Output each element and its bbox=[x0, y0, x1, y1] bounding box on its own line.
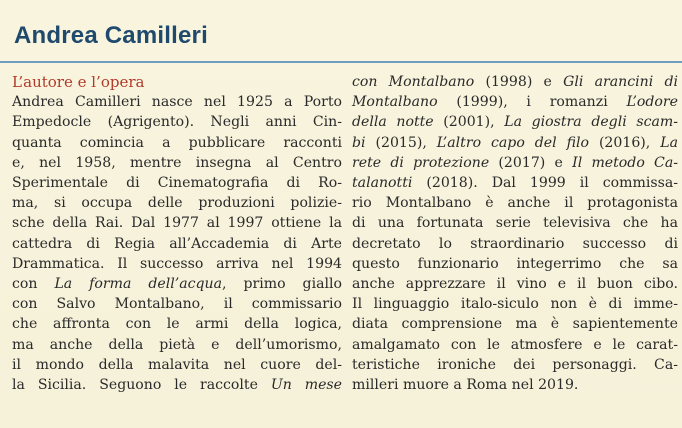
text-line: amalgamato con le atmosfere e le carat- bbox=[352, 336, 678, 353]
text-line: Empedocle (Agrigento). Negli anni Cin- bbox=[12, 114, 342, 131]
text-span: talanotti bbox=[352, 175, 413, 192]
text-span: (2016), bbox=[588, 134, 661, 151]
text-line bbox=[352, 72, 678, 92]
page-title: Andrea Camilleri bbox=[14, 22, 208, 49]
text-line: Drammatica. Il successo arriva nel 1994 bbox=[12, 255, 342, 272]
text-span: L’odore bbox=[626, 94, 678, 111]
text-line: Sperimentale di Cinematografia di Ro- bbox=[12, 175, 342, 192]
text-span: La giostra degli scam- bbox=[504, 114, 678, 131]
text-line: anche apprezzare il vino e il buon cibo. bbox=[352, 276, 678, 293]
text-line: quanta comincia a pubblicare racconti bbox=[12, 134, 342, 151]
text-line: diata comprensione ma è sapientemente bbox=[352, 316, 678, 333]
text-span: La bbox=[660, 134, 679, 151]
text-line: cattedra di Regia all’Accademia di Arte bbox=[12, 235, 342, 252]
text-line bbox=[12, 375, 342, 395]
text-span: (2015), bbox=[365, 134, 437, 151]
text-line: rio Montalbano è anche il protagonista bbox=[352, 195, 678, 212]
right-column bbox=[352, 72, 678, 395]
text-line: e, nel 1958, mentre insegna al Centro bbox=[12, 154, 342, 171]
right-column-text bbox=[352, 72, 678, 395]
text-line: decretato lo straordinario successo di bbox=[352, 235, 678, 252]
text-line bbox=[352, 112, 678, 132]
title-divider bbox=[0, 61, 682, 63]
text-line: con Salvo Montalbano, il commissario bbox=[12, 296, 342, 313]
text-line bbox=[12, 274, 342, 294]
text-line: di una fortunata serie televisiva che ha bbox=[352, 215, 678, 232]
text-span: della notte bbox=[352, 114, 434, 131]
text-line: Il linguaggio italo-siculo non è di imme- bbox=[352, 296, 678, 313]
text-span: Gli arancini di bbox=[563, 74, 678, 90]
text-span: Montalbano bbox=[352, 94, 438, 111]
text-line: che affronta con le armi della logica, bbox=[12, 316, 342, 333]
text-span: bi bbox=[352, 134, 366, 151]
section-heading: L’autore e l’opera bbox=[12, 73, 145, 91]
left-column-text bbox=[12, 92, 342, 395]
text-span: (1999), i romanzi bbox=[437, 94, 627, 111]
text-line: il mondo della malavita nel cuore del- bbox=[12, 356, 342, 373]
left-column bbox=[12, 72, 342, 395]
text-span: La forma dell’acqua bbox=[54, 276, 223, 293]
text-line: milleri muore a Roma nel 2019. bbox=[352, 377, 579, 394]
text-span: L’altro capo del filo bbox=[436, 134, 589, 151]
text-line bbox=[352, 133, 678, 153]
text-span: (2017) e bbox=[489, 154, 573, 171]
text-span: (2018). Dal 1999 il commissa- bbox=[412, 175, 678, 192]
text-line: ma, si occupa delle produzioni polizie- bbox=[12, 195, 342, 212]
text-line: teristiche ironiche dei personaggi. Ca- bbox=[352, 356, 678, 373]
text-line bbox=[352, 173, 678, 193]
text-line bbox=[352, 92, 678, 112]
text-span: con Montalbano bbox=[352, 74, 475, 90]
text-span: rete di protezione bbox=[352, 154, 490, 171]
text-span: (1998) e bbox=[474, 74, 564, 90]
text-span: la Sicilia. Seguono le raccolte bbox=[12, 377, 271, 394]
text-line: questo funzionario integerrimo che sa bbox=[352, 255, 678, 272]
text-line: ma anche della pietà e dell’umorismo, bbox=[12, 336, 342, 353]
text-span: (2001), bbox=[433, 114, 505, 131]
text-span: Il metodo Ca- bbox=[572, 154, 678, 171]
text-span: con bbox=[12, 276, 55, 293]
text-span: Un mese bbox=[270, 377, 343, 394]
text-line: Andrea Camilleri nasce nel 1925 a Porto bbox=[12, 94, 342, 111]
text-line: sche della Rai. Dal 1977 al 1997 ottiene la bbox=[12, 215, 342, 232]
text-line bbox=[352, 153, 678, 173]
text-span: , primo giallo bbox=[222, 276, 342, 293]
